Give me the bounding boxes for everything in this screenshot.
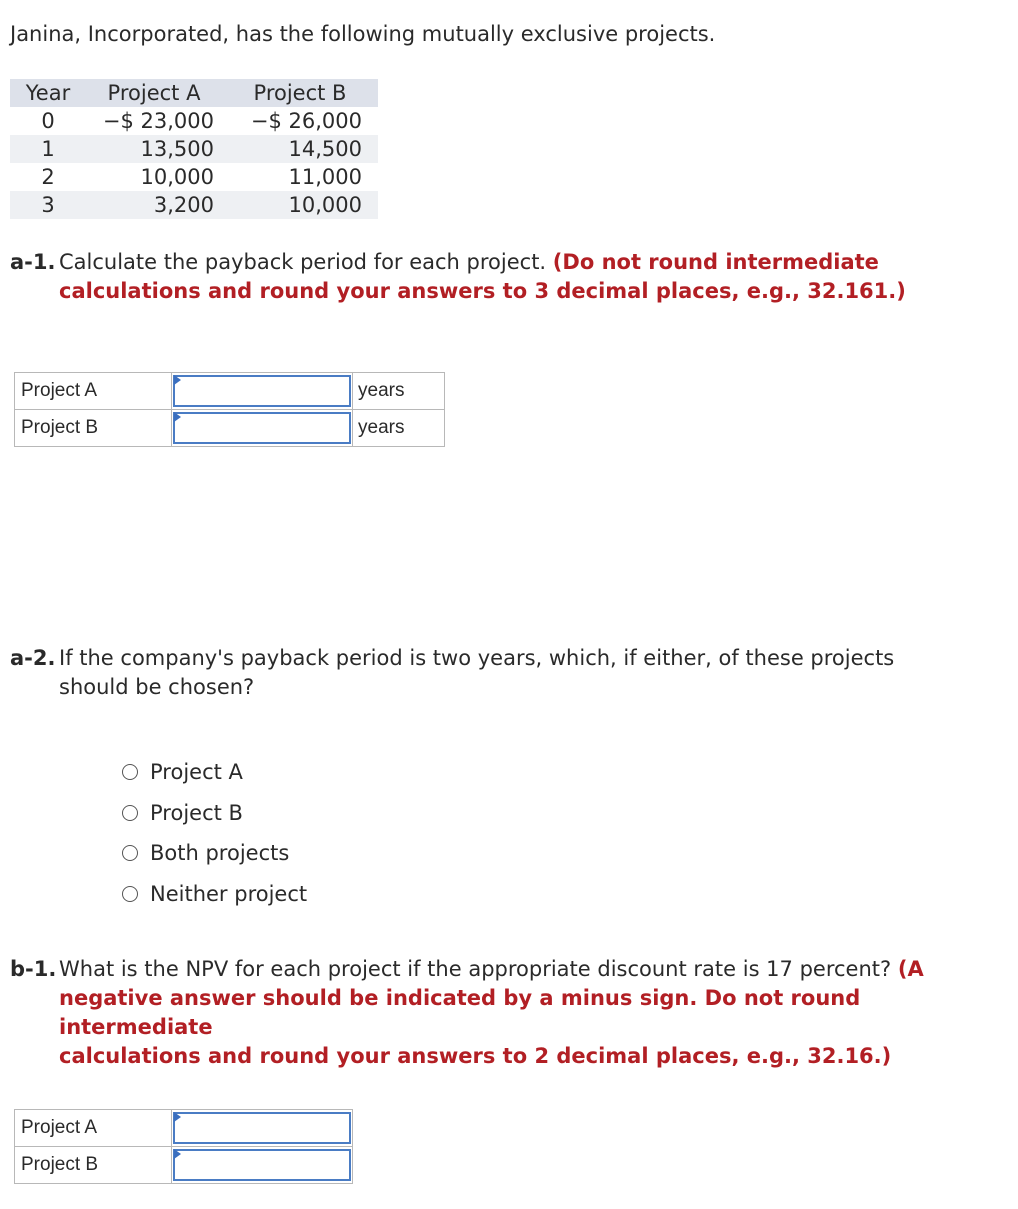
radio-option[interactable]	[122, 833, 307, 874]
radio-option[interactable]	[122, 874, 307, 915]
payback-answer-table	[14, 372, 445, 447]
row-label: Project B	[15, 410, 172, 447]
row-label: Project A	[15, 1110, 172, 1147]
radio-label[interactable]: Neither project	[150, 881, 308, 906]
radio-circle-icon[interactable]	[122, 805, 138, 821]
radio-circle-icon[interactable]	[122, 886, 138, 902]
cell-project-a: −$ 23,000	[102, 109, 214, 133]
question-a2	[10, 644, 894, 702]
answer-row	[15, 1110, 353, 1147]
table-header-row	[10, 79, 378, 107]
cell-year: 0	[41, 109, 55, 133]
instruction-text: negative answer should be indicated by a minus sign. Do not round intermediate	[59, 986, 861, 1039]
instruction-text: calculations and round your answers to 3 decimal places, e.g., 32.161.)	[59, 279, 906, 303]
cell-project-a: 10,000	[140, 165, 214, 189]
answer-cell	[172, 373, 353, 410]
radio-label[interactable]: Project A	[150, 760, 243, 785]
question-label: b-1.	[10, 957, 57, 981]
npv-project-b-input[interactable]	[173, 1149, 351, 1181]
header-project-b: Project B	[222, 79, 378, 107]
cell-project-b: −$ 26,000	[250, 109, 362, 133]
question-text: If the company's payback period is two years, which, if either, of these projects	[59, 646, 895, 670]
cell-year: 1	[10, 135, 86, 163]
cell-project-b: 10,000	[222, 191, 378, 219]
radio-label[interactable]: Project B	[150, 800, 243, 825]
instruction-text: calculations and round your answers to 2 decimal places, e.g., 32.16.)	[59, 1044, 892, 1068]
cell-project-b: 14,500	[222, 135, 378, 163]
row-label: Project A	[15, 373, 172, 410]
instruction-text: (Do not round intermediate	[552, 250, 879, 274]
question-label: a-2.	[10, 646, 56, 670]
header-year: Year	[10, 79, 86, 107]
unit-label: years	[353, 373, 445, 410]
radio-circle-icon[interactable]	[122, 764, 138, 780]
intro-text: Janina, Incorporated, has the following mutually exclusive projects.	[10, 22, 716, 46]
question-text: Calculate the payback period for each project.	[59, 250, 547, 274]
question-text: What is the NPV for each project if the appropriate discount rate is 17 percent?	[59, 957, 892, 981]
radio-group	[122, 752, 307, 914]
answer-row	[15, 1147, 353, 1184]
answer-cell	[172, 1147, 353, 1184]
table-row	[10, 107, 378, 135]
npv-answer-table	[14, 1109, 353, 1184]
answer-cell	[172, 1110, 353, 1147]
answer-cell	[172, 410, 353, 447]
question-text-cont: should be chosen?	[59, 675, 255, 699]
table-row	[10, 135, 378, 163]
payback-project-a-input[interactable]	[173, 375, 351, 407]
radio-option[interactable]	[122, 752, 307, 793]
cell-project-a: 3,200	[86, 191, 222, 219]
radio-option[interactable]	[122, 793, 307, 834]
radio-circle-icon[interactable]	[122, 845, 138, 861]
table-row	[10, 191, 378, 219]
answer-row	[15, 373, 445, 410]
npv-project-a-input[interactable]	[173, 1112, 351, 1144]
radio-label[interactable]: Both projects	[150, 841, 290, 866]
unit-label: years	[353, 410, 445, 447]
cell-year: 3	[10, 191, 86, 219]
header-project-a: Project A	[86, 79, 222, 107]
row-label: Project B	[15, 1147, 172, 1184]
cell-project-a: 13,500	[86, 135, 222, 163]
question-a1	[10, 248, 906, 306]
cell-year: 2	[41, 165, 55, 189]
question-b1	[10, 955, 1018, 1071]
cell-project-b: 11,000	[288, 165, 362, 189]
cash-flow-table	[10, 79, 378, 219]
answer-row	[15, 410, 445, 447]
table-row	[10, 163, 378, 191]
question-label: a-1.	[10, 250, 56, 274]
instruction-text: (A	[897, 957, 924, 981]
payback-project-b-input[interactable]	[173, 412, 351, 444]
